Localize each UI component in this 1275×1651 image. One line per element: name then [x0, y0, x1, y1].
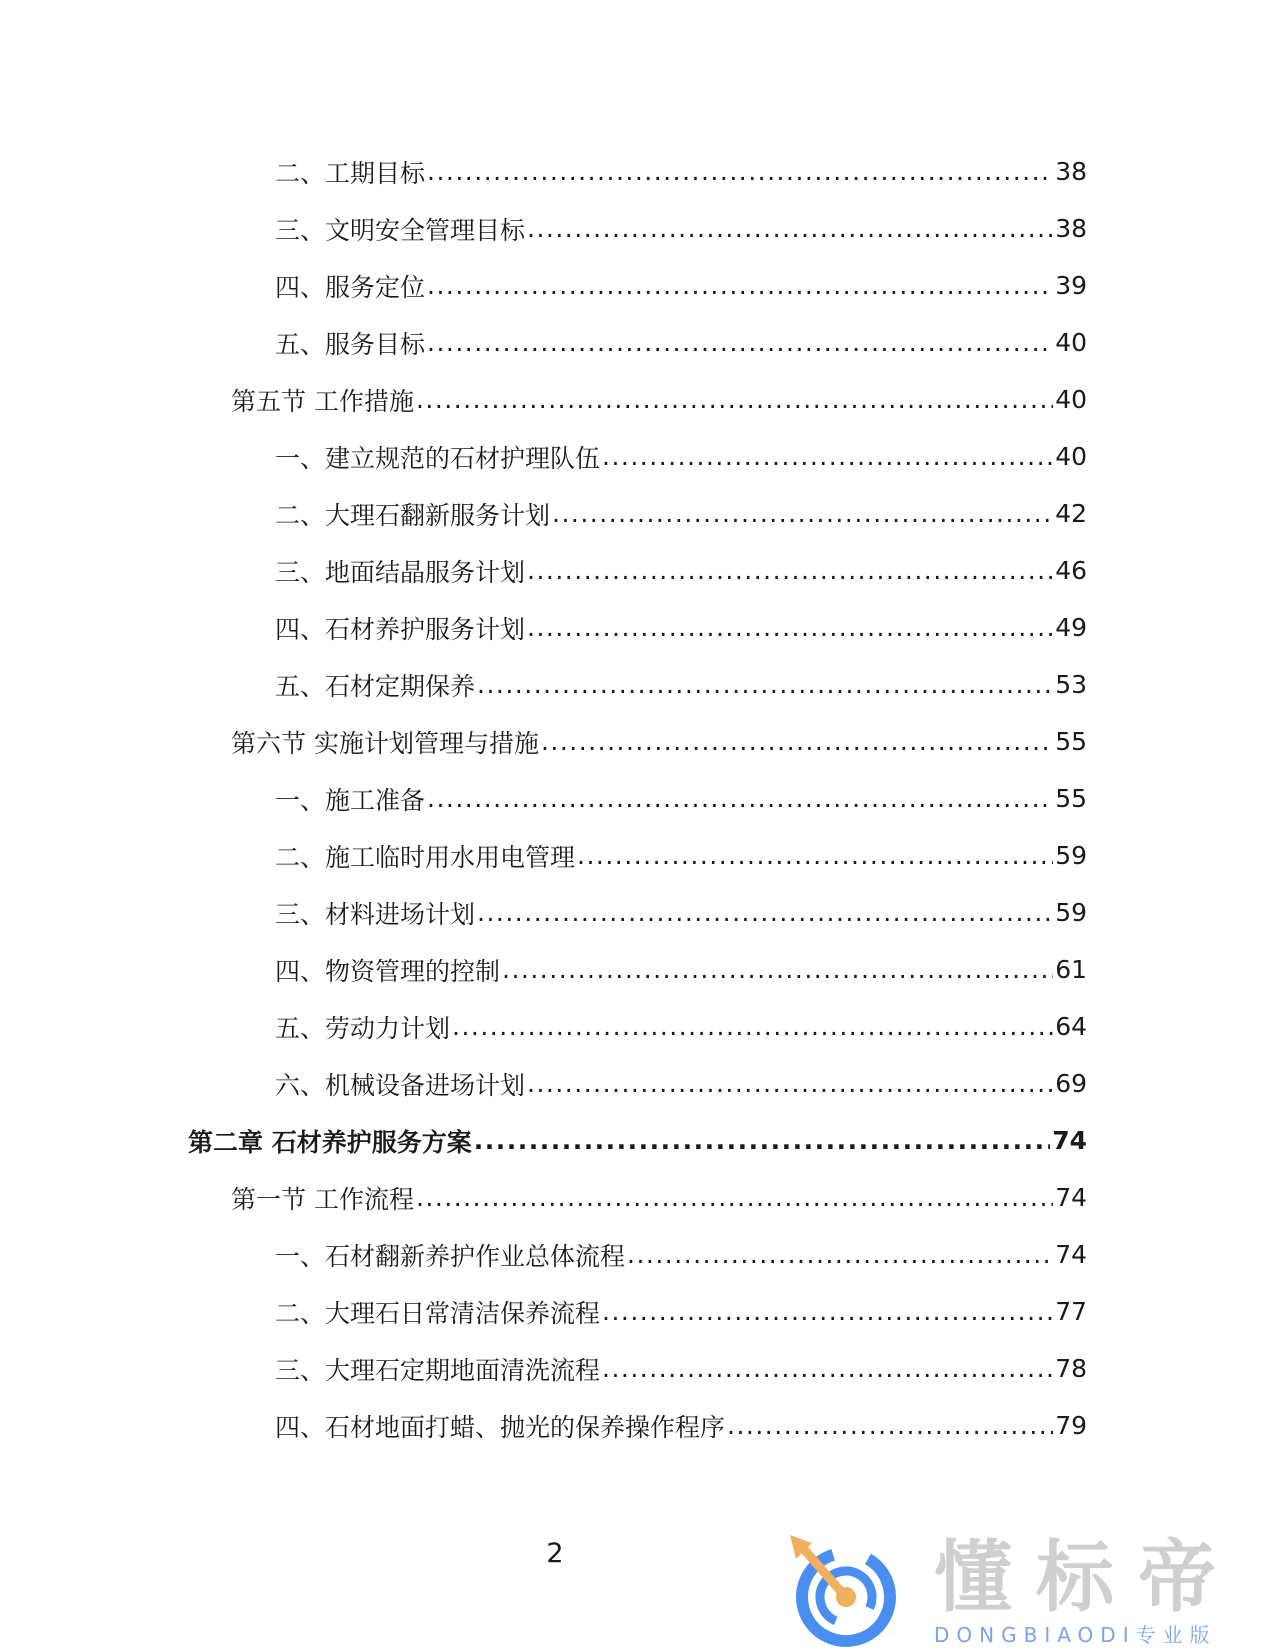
toc-entry-page: 38	[1055, 157, 1087, 186]
toc-dot-leader	[427, 157, 1053, 186]
toc-entry-page: 38	[1055, 214, 1087, 243]
toc-dot-leader	[627, 1240, 1053, 1269]
toc-dot-leader	[541, 727, 1053, 756]
toc-entry-page: 79	[1055, 1411, 1087, 1440]
toc-entry-title: 四、服务定位	[275, 272, 426, 302]
toc-entry-title: 三、文明安全管理目标	[275, 215, 526, 245]
toc-entry-title: 第五节 工作措施	[231, 386, 414, 416]
toc-entry-title: 第二章 石材养护服务方案	[188, 1127, 472, 1157]
toc-entry-title: 五、服务目标	[275, 329, 426, 359]
toc-entry-title: 三、地面结晶服务计划	[275, 557, 526, 587]
toc-entry-title: 二、大理石翻新服务计划	[275, 500, 551, 530]
toc-entry[interactable]	[0, 884, 1275, 941]
toc-dot-leader	[427, 784, 1053, 813]
toc-entry-page: 55	[1055, 784, 1087, 813]
toc-dot-leader	[527, 214, 1053, 243]
toc-dot-leader	[477, 898, 1053, 927]
toc-entry[interactable]	[0, 1340, 1275, 1397]
toc-entry[interactable]	[0, 1112, 1275, 1169]
toc-entry-page: 61	[1055, 955, 1087, 984]
toc-entry[interactable]	[0, 656, 1275, 713]
toc-entry[interactable]	[0, 713, 1275, 770]
toc-entry[interactable]	[0, 998, 1275, 1055]
toc-entry[interactable]	[0, 1226, 1275, 1283]
toc-entry-page: 77	[1055, 1297, 1087, 1326]
toc-entry[interactable]	[0, 1169, 1275, 1226]
page-number: 2	[546, 1538, 564, 1569]
toc-entry[interactable]	[0, 1397, 1275, 1454]
toc-dot-leader	[477, 670, 1053, 699]
toc-entry-title: 第一节 工作流程	[231, 1184, 414, 1214]
toc-dot-leader	[552, 499, 1053, 528]
watermark-logo	[776, 1533, 1246, 1649]
toc-dot-leader	[427, 328, 1053, 357]
watermark-tagline: DONGBIAODI专业版	[934, 1623, 1217, 1647]
toc-entry-page: 74	[1055, 1240, 1087, 1269]
toc-entry[interactable]	[0, 371, 1275, 428]
toc-entry-title: 一、石材翻新养护作业总体流程	[275, 1241, 626, 1271]
toc-entry[interactable]	[0, 200, 1275, 257]
toc-entry-title: 四、石材养护服务计划	[275, 614, 526, 644]
toc-entry-title: 三、大理石定期地面清洗流程	[275, 1355, 601, 1385]
toc-entry-title: 一、建立规范的石材护理队伍	[275, 443, 601, 473]
toc-entry-title: 四、石材地面打蜡、抛光的保养操作程序	[275, 1412, 726, 1442]
toc-dot-leader	[416, 385, 1053, 414]
toc-entry-title: 二、施工临时用水用电管理	[275, 842, 576, 872]
toc-entry-page: 40	[1055, 385, 1087, 414]
toc-entry-title: 三、材料进场计划	[275, 899, 476, 929]
toc-entry-title: 第六节 实施计划管理与措施	[231, 728, 539, 758]
watermark-brand-name: 懂标帝	[934, 1533, 1241, 1623]
toc-entry[interactable]	[0, 770, 1275, 827]
toc-entry[interactable]	[0, 542, 1275, 599]
toc-entry-page: 64	[1055, 1012, 1087, 1041]
toc-entry-page: 78	[1055, 1354, 1087, 1383]
toc-entry-title: 六、机械设备进场计划	[275, 1070, 526, 1100]
toc-dot-leader	[577, 841, 1053, 870]
toc-dot-leader	[602, 1354, 1053, 1383]
toc-dot-leader	[452, 1012, 1053, 1041]
toc-entry-page: 74	[1052, 1126, 1087, 1155]
toc-dot-leader	[416, 1183, 1053, 1212]
toc-dot-leader	[602, 442, 1053, 471]
toc-entry[interactable]	[0, 143, 1275, 200]
toc-entry-page: 46	[1055, 556, 1087, 585]
toc-dot-leader	[527, 613, 1053, 642]
toc-dot-leader	[527, 556, 1053, 585]
toc-entry[interactable]	[0, 314, 1275, 371]
toc-entry-title: 二、大理石日常清洁保养流程	[275, 1298, 601, 1328]
toc-entry[interactable]	[0, 257, 1275, 314]
toc-entry-page: 59	[1055, 841, 1087, 870]
toc-entry-page: 59	[1055, 898, 1087, 927]
toc-entry-title: 一、施工准备	[275, 785, 426, 815]
toc-entry-page: 42	[1055, 499, 1087, 528]
toc-dot-leader	[727, 1411, 1053, 1440]
toc-entry-page: 40	[1055, 442, 1087, 471]
toc-entry[interactable]	[0, 485, 1275, 542]
toc-entry-title: 五、石材定期保养	[275, 671, 476, 701]
toc-dot-leader	[602, 1297, 1053, 1326]
toc-entry-page: 53	[1055, 670, 1087, 699]
target-dial-icon	[776, 1533, 902, 1649]
toc-dot-leader	[427, 271, 1053, 300]
toc-entry[interactable]	[0, 1283, 1275, 1340]
toc-entry-page: 55	[1055, 727, 1087, 756]
toc-entry-page: 39	[1055, 271, 1087, 300]
toc-entry[interactable]	[0, 1055, 1275, 1112]
toc-entry[interactable]	[0, 599, 1275, 656]
table-of-contents	[0, 143, 1275, 1454]
toc-entry[interactable]	[0, 941, 1275, 998]
toc-entry-title: 二、工期目标	[275, 158, 426, 188]
toc-dot-leader	[527, 1069, 1053, 1098]
toc-dot-leader	[474, 1126, 1050, 1155]
toc-dot-leader	[502, 955, 1053, 984]
toc-entry[interactable]	[0, 827, 1275, 884]
toc-entry-page: 69	[1055, 1069, 1087, 1098]
toc-entry-title: 五、劳动力计划	[275, 1013, 451, 1043]
toc-entry[interactable]	[0, 428, 1275, 485]
toc-entry-title: 四、物资管理的控制	[275, 956, 501, 986]
toc-entry-page: 40	[1055, 328, 1087, 357]
toc-entry-page: 49	[1055, 613, 1087, 642]
toc-entry-page: 74	[1055, 1183, 1087, 1212]
